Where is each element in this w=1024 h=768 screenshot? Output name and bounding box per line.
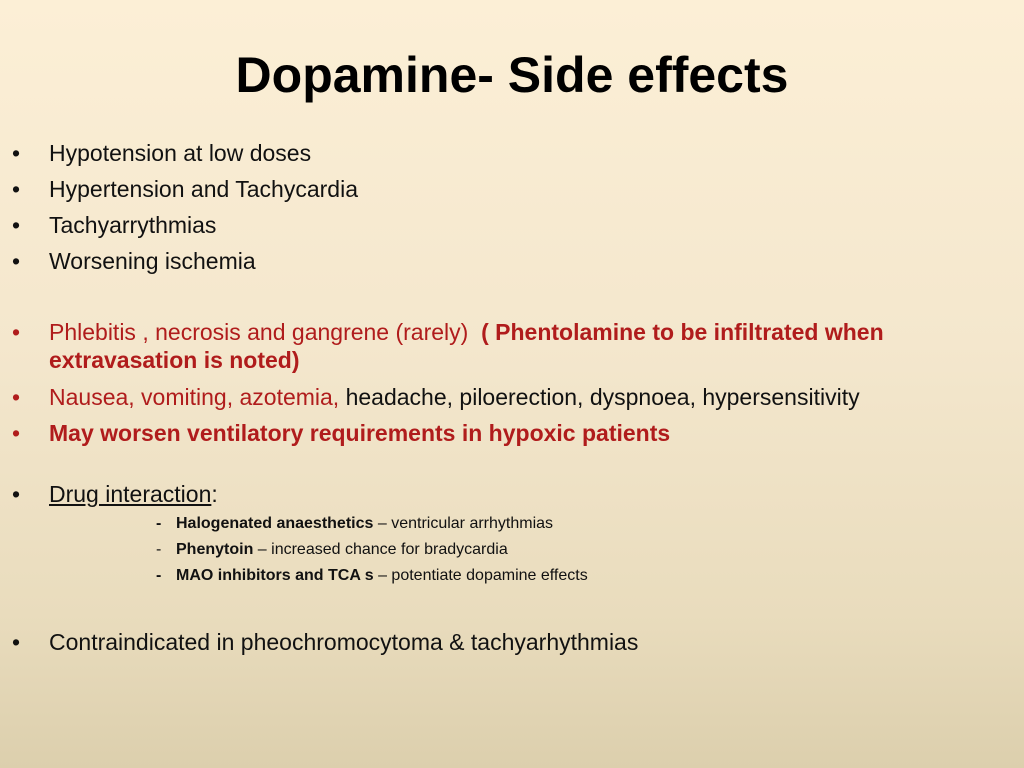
nausea-text: Nausea, vomiting, azotemia, xyxy=(49,384,340,410)
drug-effect: – potentiate dopamine effects xyxy=(378,567,588,584)
item-text: Hypotension at low doses xyxy=(49,140,312,166)
drug-effect: – increased chance for bradycardia xyxy=(257,541,508,558)
drug-name: Halogenated anaesthetics xyxy=(176,515,374,532)
phlebitis-text: Phlebitis , necrosis and gangrene (rarely) xyxy=(49,319,469,345)
drug-effect: – ventricular arrhythmias xyxy=(377,515,554,532)
slide-title: Dopamine- Side effects xyxy=(235,47,789,103)
bullet-icon: • xyxy=(12,481,21,507)
bullet-icon: • xyxy=(12,140,21,166)
phentolamine-note: ( Phentolamine to be infiltrated when extravasation is noted) xyxy=(49,319,884,373)
dash-marker: - xyxy=(156,541,162,558)
item-text: Hypertension and Tachycardia xyxy=(49,176,358,202)
dash-marker: - xyxy=(156,567,162,584)
drug-interaction-label: Drug interaction xyxy=(49,481,212,507)
item-text: Tachyarrythmias xyxy=(49,212,217,238)
item-text: Worsening ischemia xyxy=(49,248,256,274)
drug-interaction-halogenated xyxy=(156,514,553,534)
bullet-icon: • xyxy=(12,212,21,238)
item-text xyxy=(49,318,1017,374)
drug-interaction-phenytoin xyxy=(156,540,508,560)
item-text: May worsen ventilatory requirements in hypoxic patients xyxy=(49,420,671,446)
drug-name: Phenytoin xyxy=(176,541,254,558)
headache-text: headache, piloerection, dyspnoea, hypersensitivity xyxy=(345,384,860,410)
bullet-icon: • xyxy=(12,176,21,202)
bullet-icon: • xyxy=(12,248,21,274)
bullet-icon: • xyxy=(12,319,21,345)
item-text xyxy=(49,383,1017,412)
item-text: Contraindicated in pheochromocytoma & tachyarhythmias xyxy=(49,629,639,655)
drug-interaction-mao xyxy=(156,566,588,586)
bullet-icon: • xyxy=(12,629,21,655)
bullet-icon: • xyxy=(12,420,21,446)
drug-name: MAO inhibitors and TCA s xyxy=(176,567,374,584)
dash-marker: - xyxy=(156,515,162,532)
item-text xyxy=(49,480,1017,509)
drug-interaction-colon: : xyxy=(211,481,218,507)
bullet-icon: • xyxy=(12,384,21,410)
